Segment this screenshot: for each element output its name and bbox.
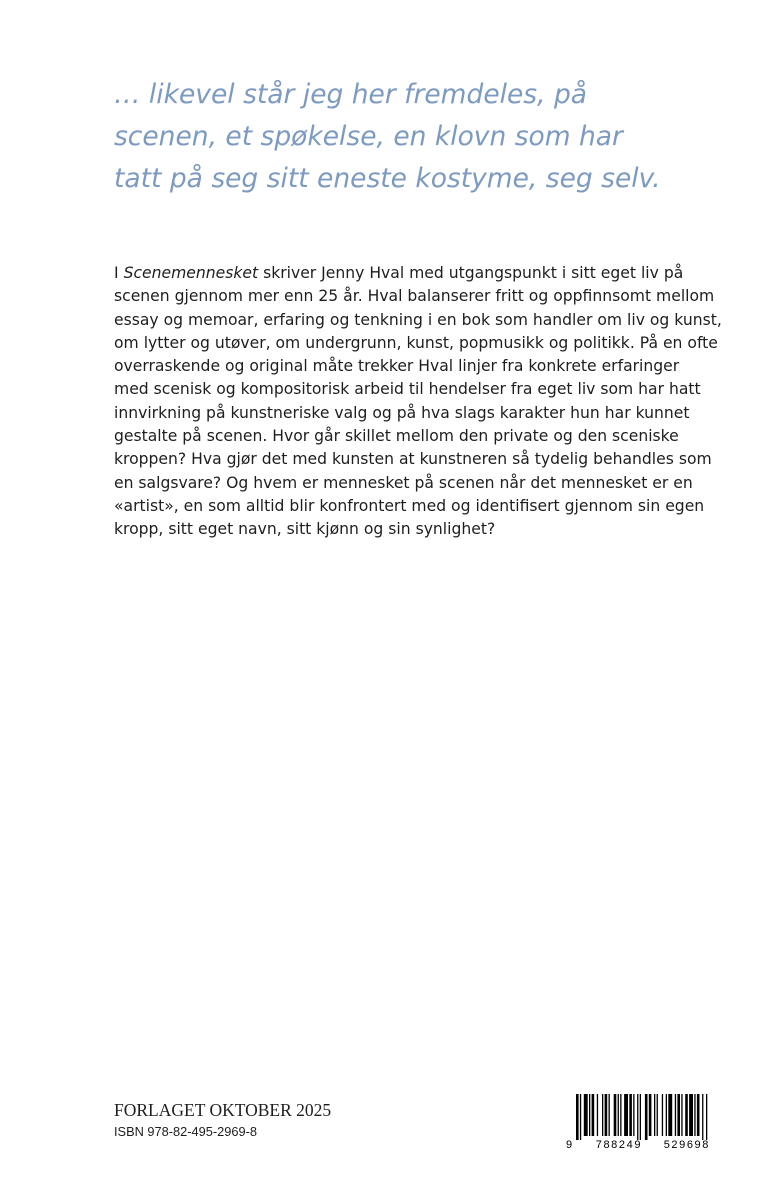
barcode-bar	[618, 1094, 619, 1136]
barcode-bar	[620, 1094, 621, 1136]
intro-prefix: I	[114, 264, 124, 282]
barcode-bar	[677, 1094, 680, 1136]
description-line: kroppen? Hva gjør det med kunsten at kunstneren så tydelig behandles som	[114, 450, 712, 469]
description-line-1	[114, 262, 714, 285]
barcode-bar	[685, 1094, 688, 1136]
barcode-bar	[629, 1094, 632, 1136]
barcode-bar	[584, 1094, 588, 1136]
description-line: essay og memoar, erfaring og tenkning i en bok som handler om liv og kunst,	[114, 310, 722, 329]
barcode-bar	[681, 1094, 682, 1136]
barcode-bar	[614, 1094, 617, 1136]
barcode-bar	[609, 1094, 610, 1136]
barcode-bar	[589, 1094, 590, 1136]
quote-line-2: scenen, et spøkelse, en klovn som har	[114, 121, 623, 152]
barcode-bar	[580, 1094, 581, 1140]
isbn-number: ISBN 978-82-495-2969-8	[114, 1124, 257, 1139]
barcode-bar	[706, 1094, 707, 1140]
description-line: scenen gjennom mer enn 25 år. Hval balanserer fritt og oppfinnsomt mellom	[114, 287, 715, 306]
book-description	[114, 262, 722, 542]
barcode-bar	[654, 1094, 655, 1136]
barcode-bar	[657, 1094, 658, 1136]
intro-rest: skriver Jenny Hval med utgangspunkt i sitt eget liv på	[258, 264, 684, 282]
barcode-bar	[702, 1094, 703, 1140]
description-line: innvirkning på kunstneriske valg og på hva slags karakter hun har kunnet	[114, 403, 690, 422]
book-title: Scenemennesket	[123, 264, 259, 282]
barcode-bar	[605, 1094, 608, 1136]
description-line: med scenisk og kompositorisk arbeid til hendelser fra eget liv som har hatt	[114, 380, 701, 399]
barcode-bar	[689, 1094, 693, 1136]
publisher-imprint: FORLAGET OKTOBER 2025	[114, 1100, 332, 1120]
quote-line-1: … likevel står jeg her fremdeles, på	[114, 79, 588, 110]
barcode-first-digit: 9	[566, 1139, 573, 1151]
barcode-bar	[645, 1094, 648, 1140]
barcode-bar	[633, 1094, 634, 1136]
description-line: «artist», en som alltid blir konfrontert med og identifisert gjennom sin egen	[114, 496, 705, 515]
barcode-bar	[662, 1094, 663, 1136]
barcode-bar	[602, 1094, 603, 1136]
barcode-bar	[597, 1094, 598, 1136]
barcode-bar	[592, 1094, 595, 1136]
barcode-bar	[666, 1094, 667, 1136]
barcode-bar	[675, 1094, 676, 1136]
description-line: kropp, sitt eget navn, sitt kjønn og sin synlighet?	[114, 520, 496, 539]
description-line: en salgsvare? Og hvem er mennesket på scenen når det mennesket er en	[114, 473, 693, 492]
barcode-bar	[649, 1094, 652, 1136]
barcode-bar	[668, 1094, 672, 1136]
barcode-bar	[694, 1094, 695, 1136]
barcode-bar	[640, 1094, 641, 1140]
description-line: overraskende og original måte trekker Hval linjer fra konkrete erfaringer	[114, 357, 680, 376]
barcode-left-group: 788249	[595, 1139, 643, 1151]
barcode-digits	[566, 1138, 710, 1152]
barcode-bar	[624, 1094, 628, 1136]
description-line: gestalte på scenen. Hvor går skillet mellom den private og den sceniske	[114, 427, 679, 446]
barcode-bar	[697, 1094, 700, 1136]
back-cover-quote	[114, 74, 714, 200]
barcode-bar	[637, 1094, 638, 1140]
barcode-right-group: 529698	[663, 1139, 710, 1151]
barcode-bar	[576, 1094, 579, 1140]
quote-line-3: tatt på seg sitt eneste kostyme, seg selv.	[114, 163, 661, 194]
description-line: om lytter og utøver, om undergrunn, kunst, popmusikk og politikk. På en ofte	[114, 333, 718, 352]
